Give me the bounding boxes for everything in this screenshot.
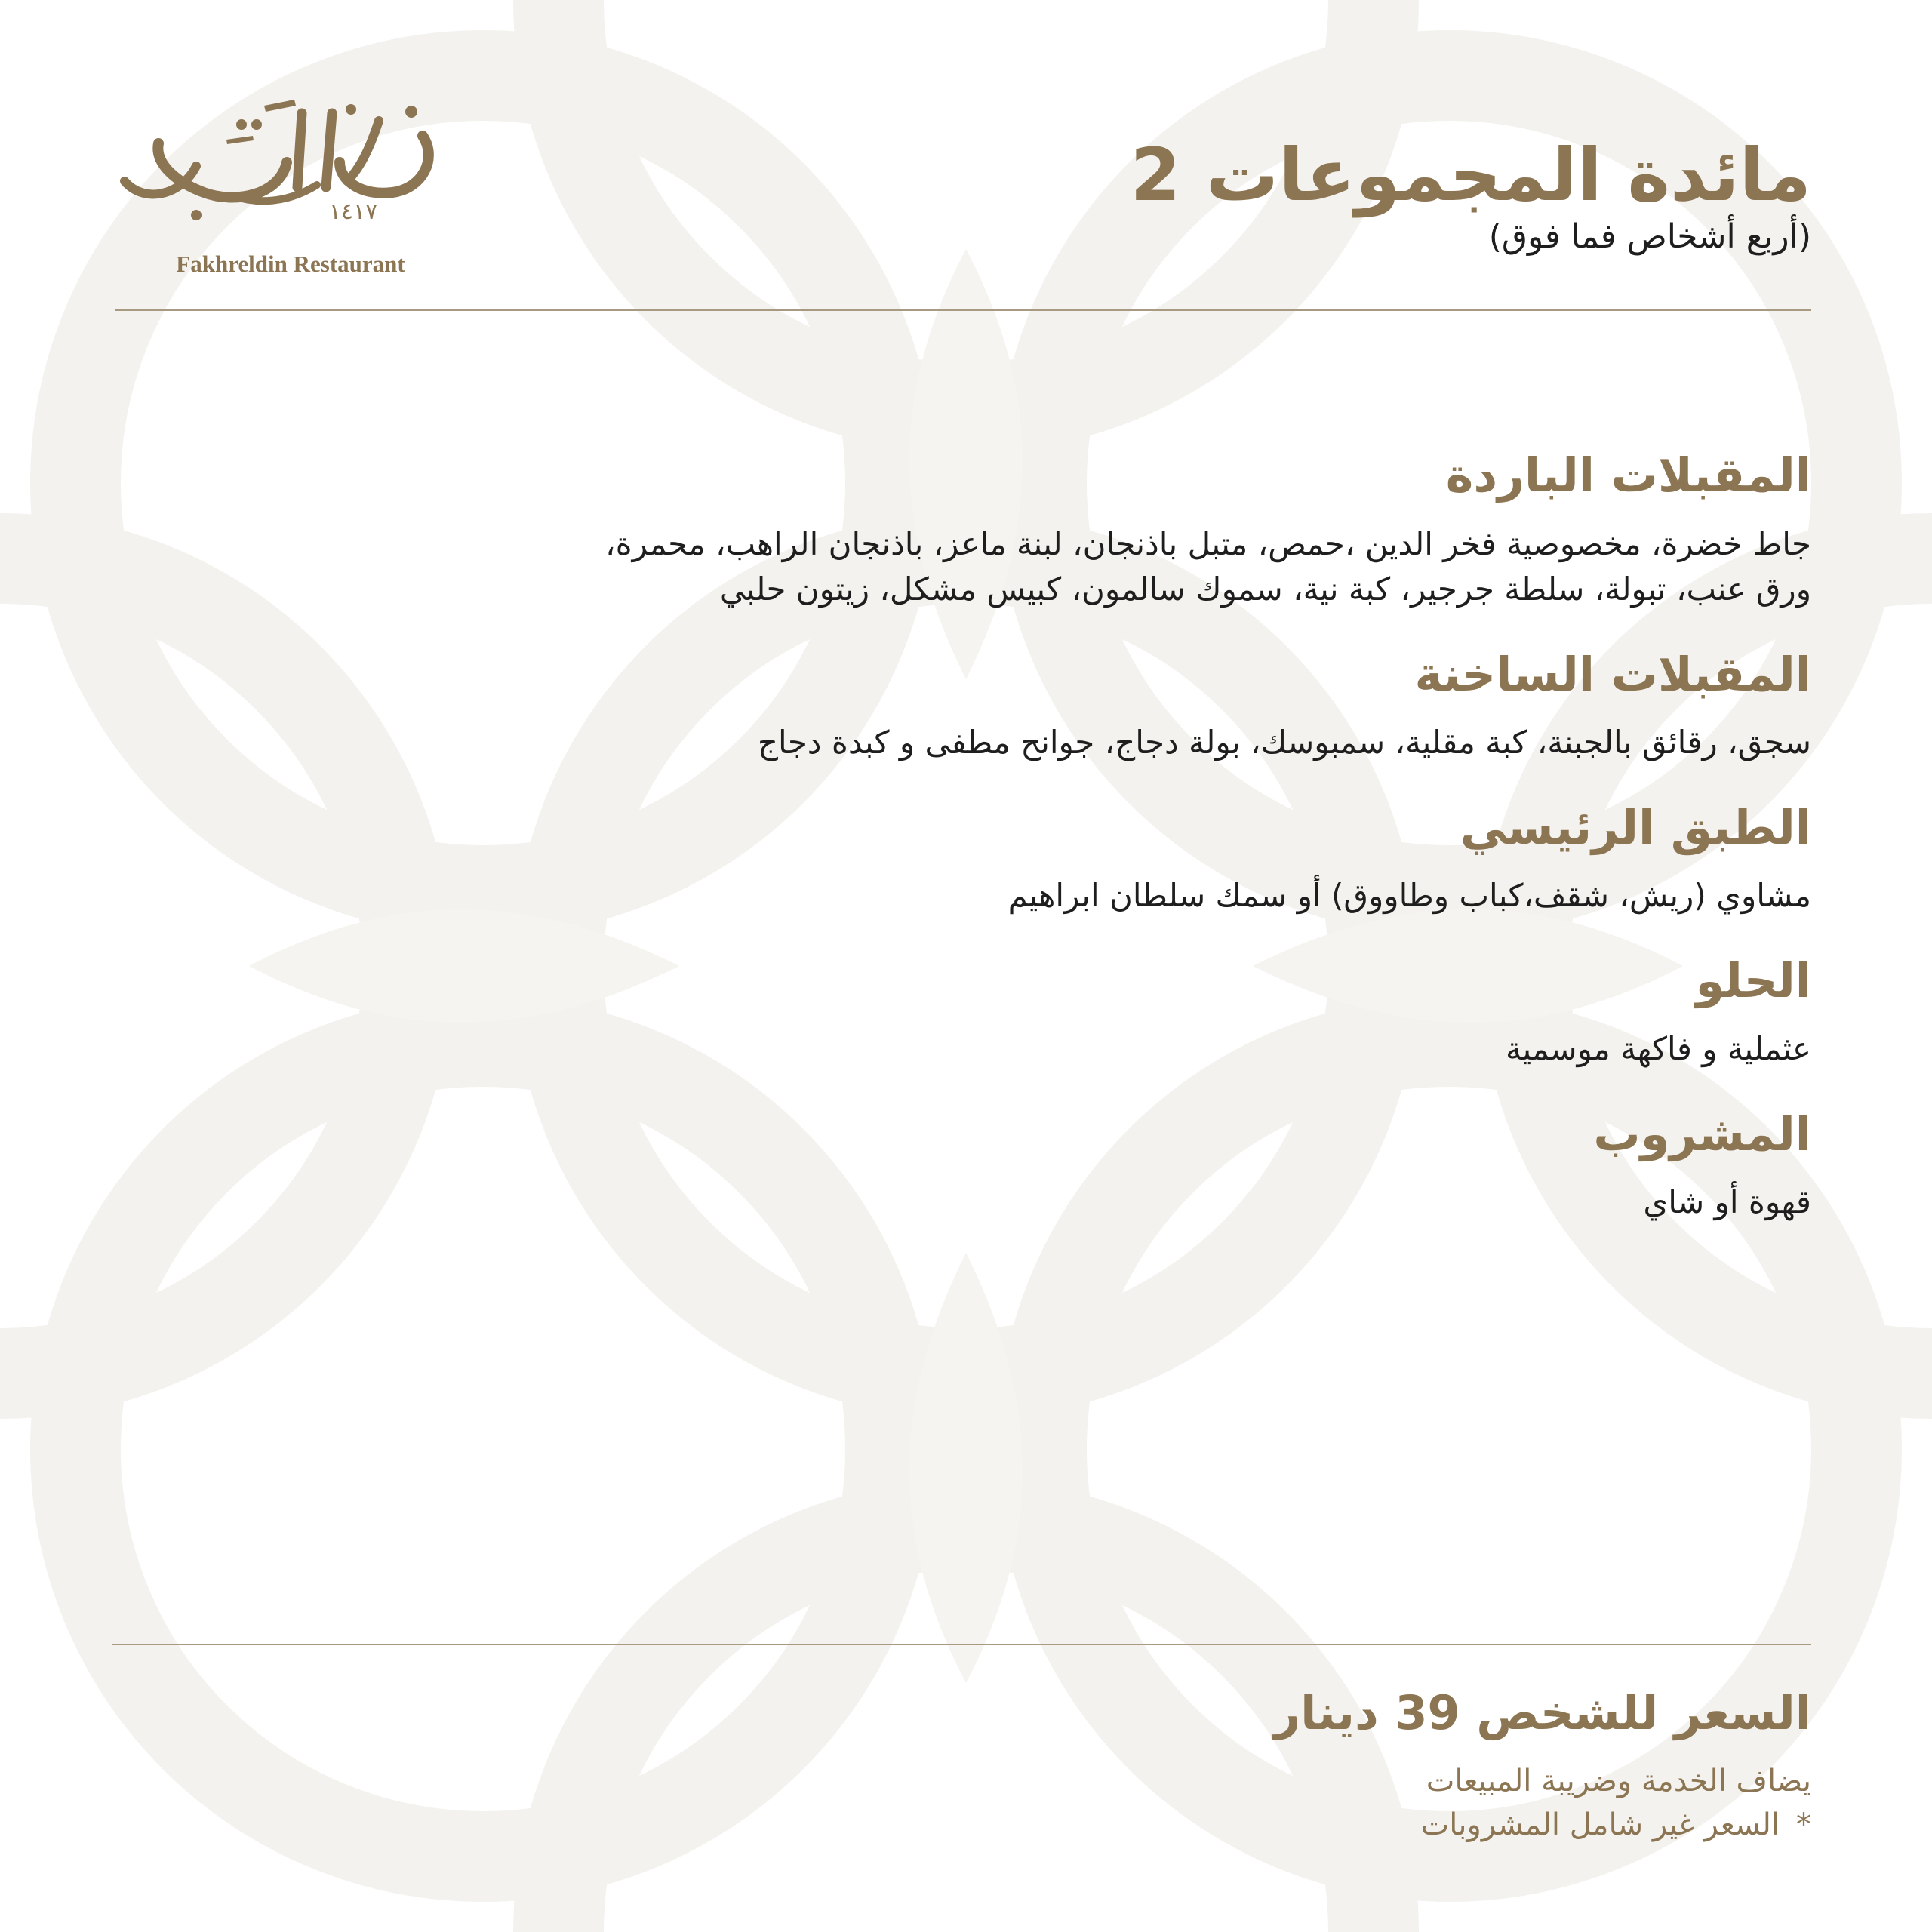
price-per-person: السعر للشخص 39 دينار (1273, 1685, 1811, 1740)
section-drinks (574, 1104, 1811, 1226)
header-divider (115, 309, 1811, 311)
section-cold-appetizers (574, 445, 1811, 613)
section-title: الطبق الرئيسي (1460, 799, 1811, 855)
section-title: المقبلات الساخنة (1414, 646, 1811, 702)
section-dessert (574, 951, 1811, 1072)
page-title: مائدة المجموعات 2 (1130, 133, 1811, 217)
section-items: جاط خضرة، مخصوصية فخر الدين ،حمص، متبل باذنجان، لبنة ماعز، باذنجان الراهب، محمرة، ورق عنب، تبولة، سلطة جرجير، كبة نية، سموك سالمون، كبيس مشكل، زيتون حلبي (605, 525, 1811, 608)
menu-header (1130, 133, 1811, 256)
section-title: المقبلات الباردة (1445, 448, 1811, 503)
asterisk-mark: * (1796, 1807, 1811, 1842)
section-items: عثملية و فاكهة موسمية (1505, 1030, 1811, 1068)
section-items: مشاوي (ريش، شقف،كباب وطاووق) أو سمك سلطان ابراهيم (1008, 877, 1811, 915)
note-drinks-excluded (1273, 1803, 1811, 1847)
logo-calligraphy-icon (113, 91, 445, 249)
section-hot-appetizers (574, 645, 1811, 766)
menu-sections (574, 445, 1811, 1257)
note-drinks-text: السعر غير شامل المشروبات (1420, 1807, 1780, 1842)
section-title: الحلو (1695, 952, 1811, 1008)
restaurant-name: Fakhreldin Restaurant (176, 251, 405, 277)
page-subtitle: (أربع أشخاص فما فوق) (1488, 217, 1811, 256)
restaurant-logo (113, 91, 445, 287)
section-title: المشروب (1593, 1106, 1811, 1161)
section-items: قهوة أو شاي (1643, 1183, 1811, 1221)
footer-divider (112, 1644, 1811, 1645)
note-service-tax: يضاف الخدمة وضريبة المبيعات (1426, 1763, 1811, 1798)
logo-year: ١٤١٧ (328, 198, 378, 225)
section-main-course (574, 798, 1811, 919)
price-footer (1273, 1683, 1811, 1847)
section-items: سجق، رقائق بالجبنة، كبة مقلية، سمبوسك، بولة دجاج، جوانح مطفى و كبدة دجاج (757, 724, 1811, 761)
